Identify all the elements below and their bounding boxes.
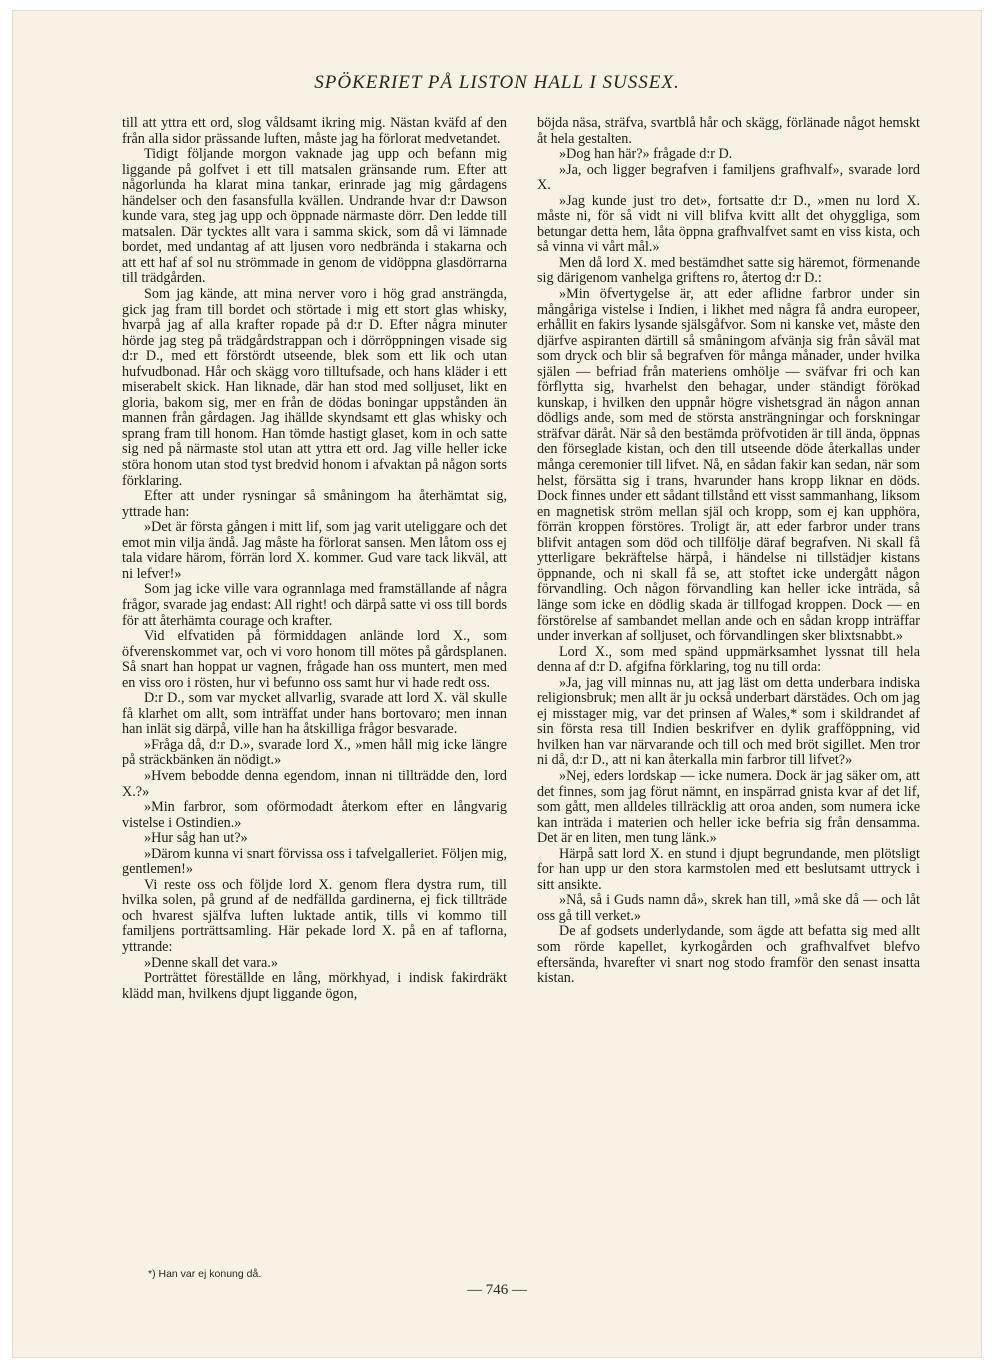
paragraph: »Min öfvertygelse är, att eder aflidne farbror under sin mångåriga vistelse i Indien, i likhet med några få andra europeer, erhållit en fakirs lysande själsgåfvor. Som ni kanske vet, måste den djärfve aspiranten därtill så småningom afvänja sig från såväl mat som dryck och blir så begrafven för många månader, under hvilka själen — befriad från materiens omhölje — sväfvar fri och kan förflytta sig, hvarhelst den behagar, under ständigt förökad kunskap, i hvilken den uppnår högre vishetsgrad än någon annan dödligs ande, som med de största ansträngningar och forskningar sträfvar däråt. När så den bestämda pröfvotiden är till ända, öppnas den förseglade kistan, och den till utseende döde återkallas under många ceremonier till lifvet. Nå, en sådan fakir kan sedan, när som helst, försätta sig i trans, hvarunder hans kropp liknar en döds. Dock finnes under ett sådant tillstånd ett visst sammanhang, liksom en magnetisk ström mellan själ och kropp, som ej kan upphöra, förrän kroppen förstöres. Troligt är, att eder farbror under trans blifvit antagen som död och tillfölje däraf begrafven. Ni skall få ytterligare bekräftelse härpå, i händelse ni tillstädjer kistans öppnande, och ni skall få se, att stoftet icke undergått någon förvandling. Och någon förvandling kan heller icke inträda, så länge som icke en dödlig skada är tillfogad kroppen. Dock — en förstörelse af sambandet mellan ande och en sådan kropp inträffar under inverkan af solljuset, och förvandlingen sker blixtsnabbt.» xyxy=(537,286,921,645)
paragraph: Vi reste oss och följde lord X. genom flera dystra rum, till hvilka solen, på grund af de nedfällda gardinerna, ej fick tillträde och hvarest själfva luften luktade antik, tills vi kommo till familjens porträttsamling. Här pekade lord X. på en af taflorna, yttrande: xyxy=(122,876,507,955)
paragraph: Vid elfvatiden på förmiddagen anlände lord X., som öfverenskommet var, och vi voro honom till mötes på gårdsplanen. Så snart han hoppat ur vagnen, frågade han oss muntert, men med en viss oro i rösten, hur vi befunno oss samt hur vi hade redt oss. xyxy=(122,628,507,691)
paragraph: De af godsets underlydande, som ägde att befatta sig med allt som rörde kapellet, kyrkogården och grafhvalfvet blefvo eftersända, hvarefter vi snart nog stodo framför den senast insatta kistan. xyxy=(537,923,920,987)
paragraph: till att yttra ett ord, slog våldsamt ikring mig. Nästan kväfd af den från alla sidor prässande luften, måste jag ha förlorat medvetandet. xyxy=(122,115,507,147)
paragraph: »Dog han här?» frågade d:r D. xyxy=(559,146,733,163)
paragraph: böjda näsa, sträfva, svartblå hår och skägg, förlänade något hemskt åt hela gestalten. xyxy=(537,115,920,147)
paragraph: Efter att under rysningar så småningom ha återhämtat sig, yttrade han: xyxy=(122,488,507,520)
page-sheet xyxy=(12,10,982,1358)
page-number: — 746 — xyxy=(467,1282,527,1298)
paragraph: »Denne skall det vara.» xyxy=(144,954,278,971)
paragraph: »Nå, så i Guds namn då», skrek han till, »må ske då — och låt oss gå till verket.» xyxy=(537,892,920,924)
paragraph: Men då lord X. med bestämdhet satte sig häremot, förmenande sig därigenom vanhelga griftens ro, återtog d:r D.: xyxy=(537,254,920,287)
right-column xyxy=(537,116,920,987)
paragraph: Som jag kände, att mina nerver voro i hög grad ansträngda, gick jag fram till bordet och störtade i mig ett stort glas whisky, hvarpå jag af alla krafter ropade på d:r D. Efter några minuter hörde jag steg på trädgårdstrappan och i dörröppningen visade sig d:r D., med ett förstördt utseende, blek som ett lik och utan hufvudbonad. Hår och skägg voro tilltufsade, och hans kläder i ett miserabelt skick. Han liknade, där han stod med solljuset, likt en gloria, bakom sig, mer en från de dödas boningar uppstånden än mannen från gårdagen. Jag ihällde skyndsamt ett glas whisky och sprang fram till honom. Han tömde hastigt glaset, kom in och satte sig ned på närmaste stol utan att yttra ett ord. Jag ville heller icke störa honom utan stod tyst bredvid honom i afvaktan på någon sorts förklaring. xyxy=(122,286,507,489)
paragraph: Tidigt följande morgon vaknade jag upp och befann mig liggande på golfvet i ett till matsalen gränsande rum. Efter att någorlunda ha klarat mina tankar, erinrade jag mig gårdagens händelser och den fasansfulla kvällen. Undrande hvar d:r Dawson kunde vara, steg jag upp och öppnade närmaste dörr. Den ledde till matsalen. Där tycktes allt vara i samma skick, som då vi lämnade bordet, med undantag af att ljusen voro nedbrända i stakarna och att ett haf af sol nu strömmade in genom de vidöppna glasdörrarna till trädgården. xyxy=(122,146,507,287)
paragraph: »Jag kunde just tro det», fortsatte d:r D., »men nu lord X. måste ni, för så vidt ni vill blifva kvitt allt det ohyggliga, som betungar detta hem, låta öppna grafhvalfvet samt en viss kista, och så vinna vi vårt mål.» xyxy=(537,192,920,256)
paragraph: »Ja, jag vill minnas nu, att jag läst om detta underbara indiska religionsbruk; men allt är ju också underbart därstädes. Och om jag ej misstager mig, var det prinsen af Wales,* som i skildrandet af sin första resa till Indien beskrifver en dylik grafföppning, vid hvilken han var närvarande och till och med bröt sigillet. Men tror ni då, d:r D., att ni kan återkalla min farbror till lifvet?» xyxy=(537,674,920,769)
paragraph: »Hur såg han ut?» xyxy=(144,830,248,847)
left-column xyxy=(122,116,507,1002)
paragraph: »Det är första gången i mitt lif, som jag varit uteliggare och det emot min vilja ändå. Jag måste ha förlorat sansen. Men låtom oss ej tala vidare härom, förrän lord X. kommer. Gud vare tack likväl, att ni lefver!» xyxy=(122,519,507,582)
paragraph: D:r D., som var mycket allvarlig, svarade att lord X. väl skulle få klarhet om allt, som inträffat under hans bortovaro; men innan han inlät sig därpå, ville han ha åtskilliga frågor besvarade. xyxy=(122,690,507,738)
paragraph: Porträttet föreställde en lång, mörkhyad, i indisk fakirdräkt klädd man, hvilkens djupt liggande ögon, xyxy=(122,970,507,1002)
paragraph: »Därom kunna vi snart förvissa oss i tafvelgalleriet. Följen mig, gentlemen!» xyxy=(122,845,507,878)
paragraph: »Ja, och ligger begrafven i familjens grafhvalf», svarade lord X. xyxy=(537,161,920,194)
paragraph: »Min farbror, som oförmodadt återkom efter en långvarig vistelse i Ostindien.» xyxy=(122,799,507,831)
paragraph: Lord X., som med spänd uppmärksamhet lyssnat till hela denna af d:r D. afgifna förklaring, tog nu till orda: xyxy=(537,643,920,676)
paragraph: Härpå satt lord X. en stund i djupt begrundande, men plötsligt for han upp ur den stora karmstolen med ett beslutsamt uttryck i sitt ansikte. xyxy=(537,845,920,893)
paragraph: Som jag icke ville vara ogrannlaga med framställande af några frågor, svarade jag endast: All right! och därpå satte vi oss till bords för att återhämta courage och krafter. xyxy=(122,581,507,629)
paragraph: »Nej, eders lordskap — icke numera. Dock är jag säker om, att det finnes, som jag förut nämnt, en inspärrad gnista kvar af det lif, som gått, men alldeles tillräcklig att oroa anden, som numera icke kan inträda i materien och heller icke befria sig från densamma. Det är en liten, men tung länk.» xyxy=(537,767,920,847)
footnote: *) Han var ej konung då. xyxy=(148,1268,262,1280)
paragraph: »Fråga då, d:r D.», svarade lord X., »men håll mig icke längre på sträckbänken än nödigt.» xyxy=(122,736,507,769)
paragraph: »Hvem bebodde denna egendom, innan ni tillträdde den, lord X.?» xyxy=(122,767,507,800)
running-header: SPÖKERIET PÅ LISTON HALL I SUSSEX. xyxy=(314,72,680,93)
